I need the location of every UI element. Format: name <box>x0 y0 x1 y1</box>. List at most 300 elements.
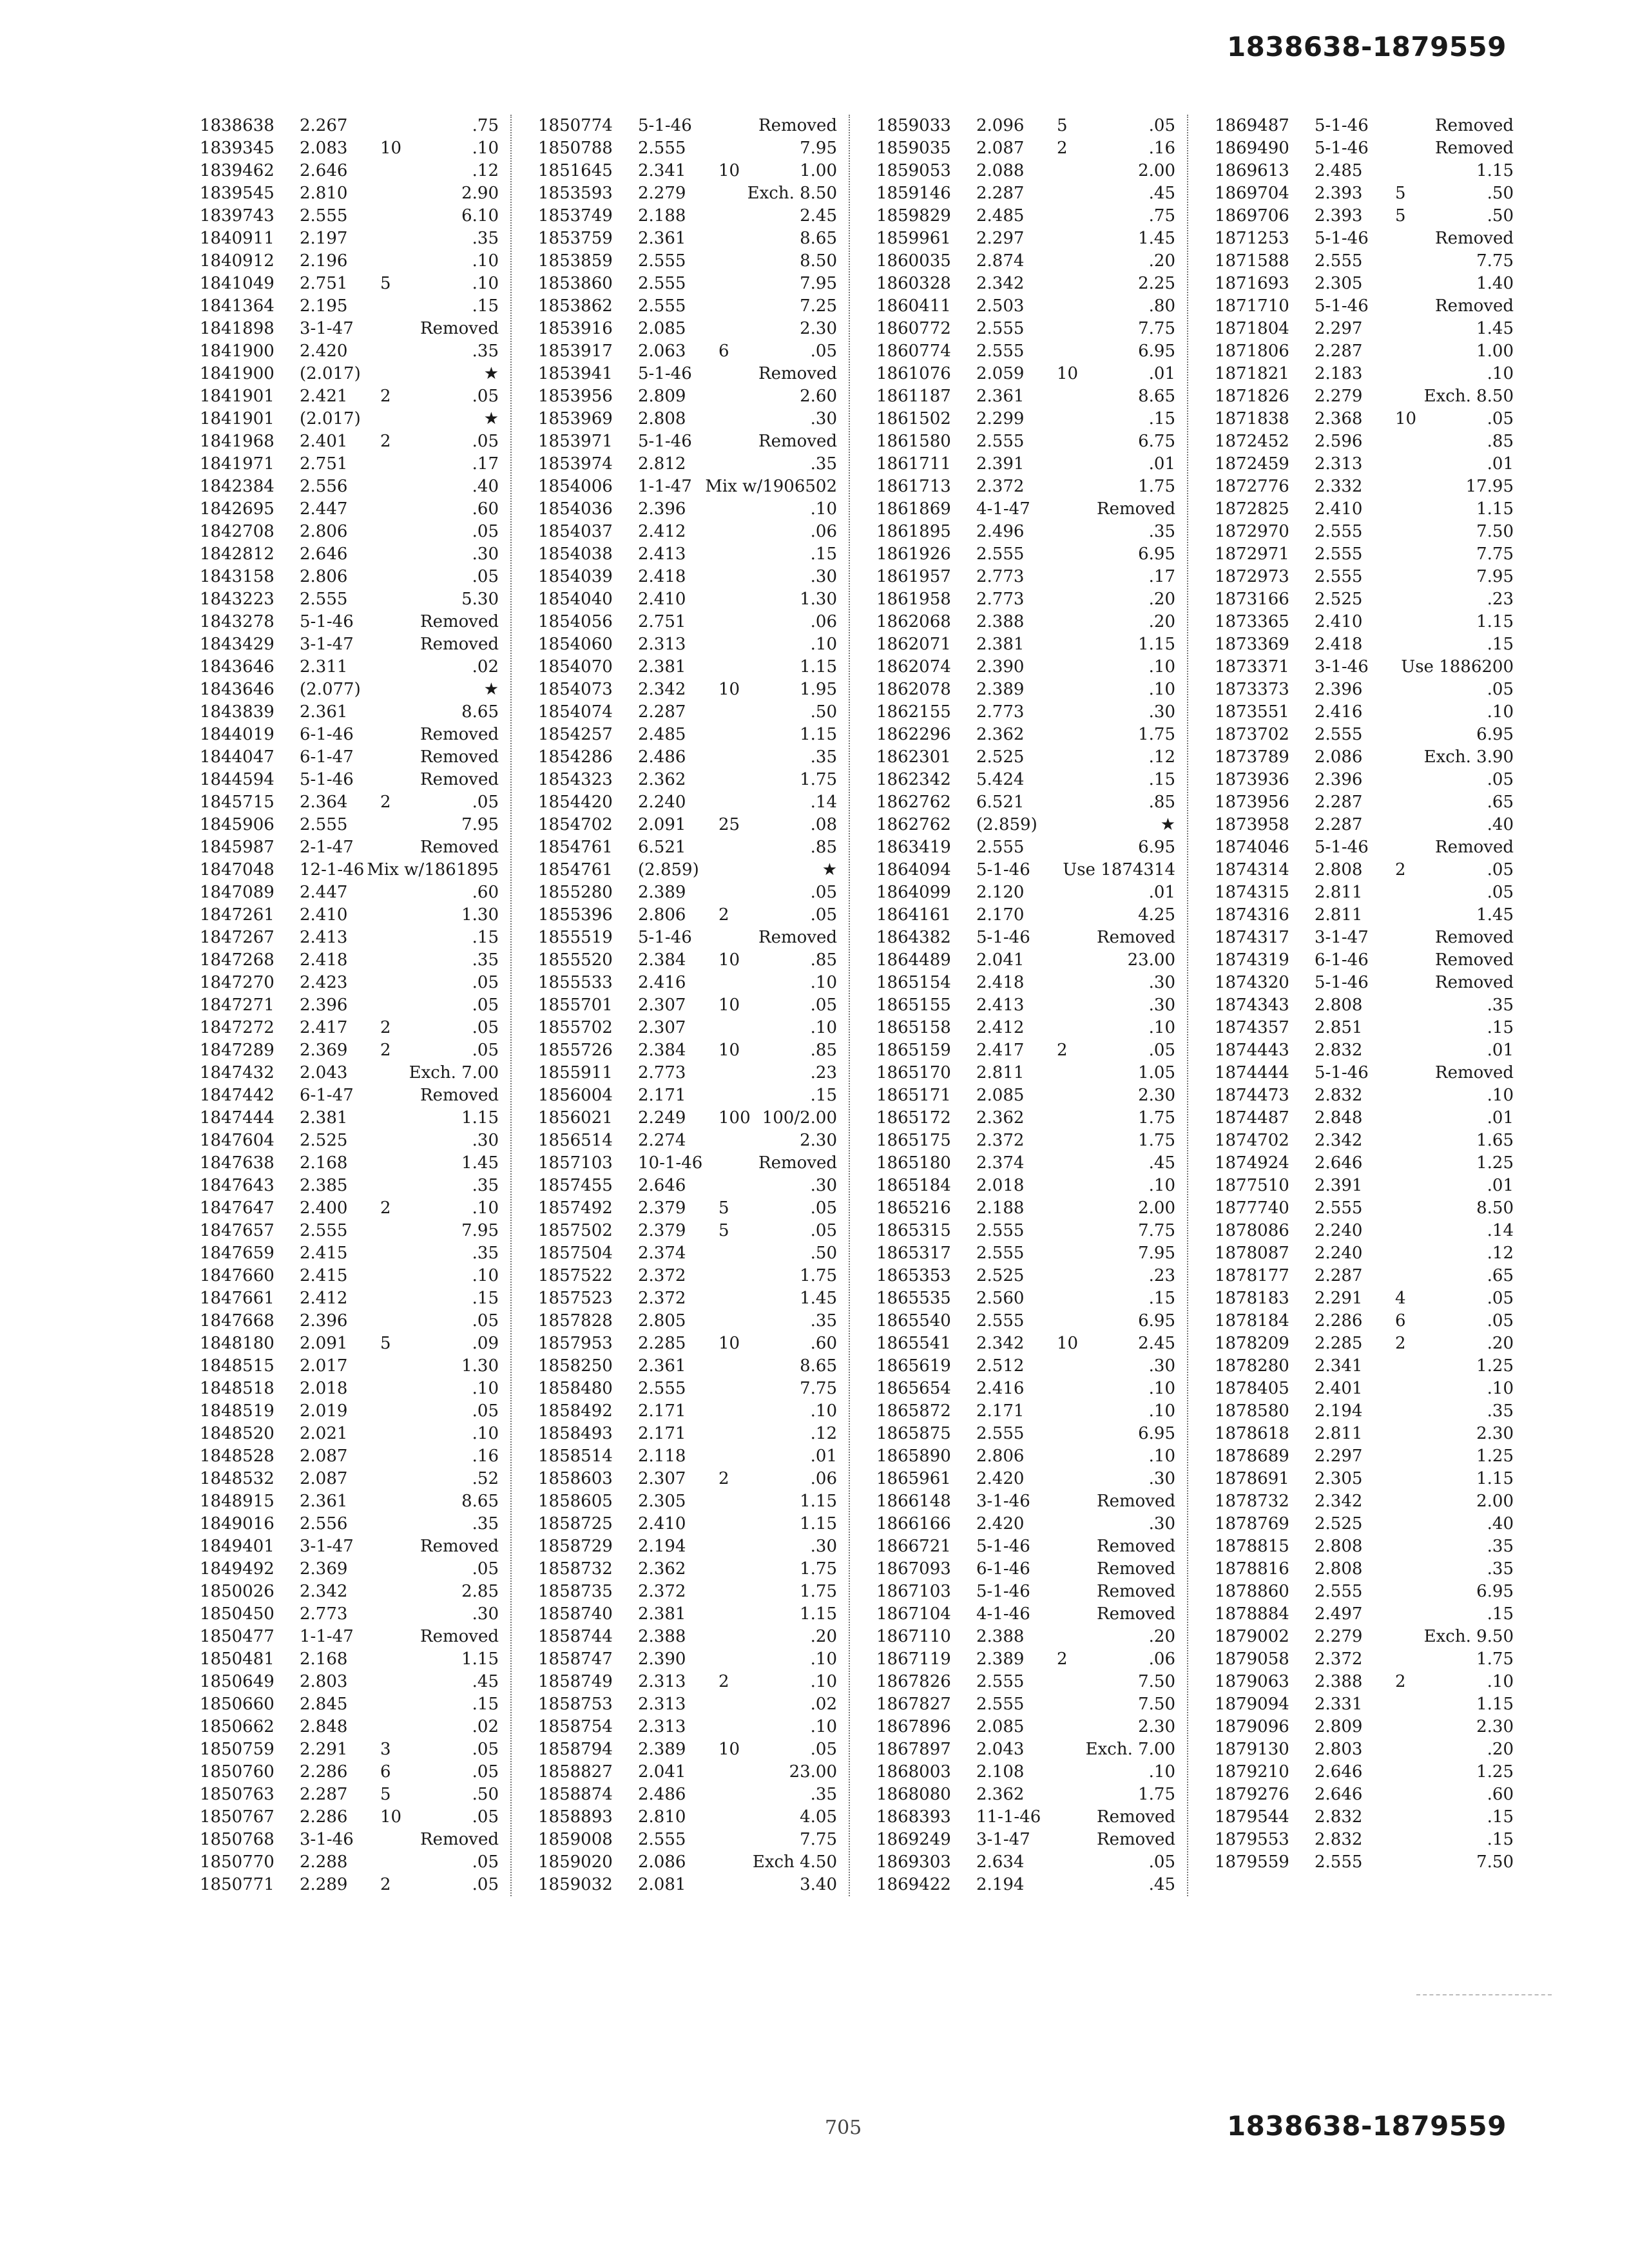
part-number: 1873166 <box>1215 590 1289 609</box>
size-or-date: 3-1-46 <box>300 1830 354 1849</box>
table-row <box>1215 814 1530 836</box>
price-or-status: .12 <box>1148 747 1175 767</box>
size-or-date: 2.634 <box>976 1852 1025 1872</box>
size-or-date: 2.401 <box>300 432 348 451</box>
table-row <box>200 859 516 881</box>
part-number: 1879553 <box>1215 1830 1289 1849</box>
price-or-status: .35 <box>472 1176 499 1195</box>
table-row <box>200 904 516 927</box>
table-row <box>1215 769 1530 791</box>
size-or-date: 2.413 <box>638 544 686 564</box>
table-row <box>1215 430 1530 453</box>
table-row <box>538 566 854 588</box>
list-column-4 <box>1215 115 1530 1874</box>
table-row <box>538 678 854 701</box>
size-or-date: 2.555 <box>638 251 686 271</box>
table-row <box>538 1400 854 1423</box>
table-row <box>538 1851 854 1874</box>
price-or-status: 6.95 <box>1138 1424 1175 1443</box>
size-or-date: 2.596 <box>1315 432 1363 451</box>
size-or-date: 2.086 <box>1315 747 1363 767</box>
table-row <box>876 881 1192 904</box>
table-row <box>200 137 516 160</box>
table-row <box>538 498 854 521</box>
table-row <box>200 1851 516 1874</box>
price-or-status: Removed <box>1097 928 1175 947</box>
price-or-status: .52 <box>472 1469 499 1488</box>
table-row <box>538 453 854 476</box>
size-or-date: 6-1-47 <box>300 747 354 767</box>
price-or-status: 1.75 <box>800 1582 837 1601</box>
price-or-status: 6.75 <box>1138 432 1175 451</box>
price-or-status: .14 <box>1487 1221 1514 1240</box>
size-or-date: 2.417 <box>976 1041 1025 1060</box>
part-number: 1868080 <box>876 1785 951 1804</box>
table-row <box>876 972 1192 994</box>
part-number: 1878732 <box>1215 1492 1289 1511</box>
table-row <box>876 1287 1192 1310</box>
price-or-status: 1.75 <box>1138 477 1175 496</box>
quantity: 10 <box>718 1041 740 1060</box>
part-number: 1850759 <box>200 1740 275 1759</box>
price-or-status: Exch. 7.00 <box>409 1063 499 1082</box>
table-row <box>538 1490 854 1513</box>
price-or-status: .35 <box>472 1244 499 1263</box>
table-row <box>200 1129 516 1152</box>
size-or-date: 2.808 <box>1315 1559 1363 1579</box>
quantity: 25 <box>718 815 740 834</box>
table-row <box>876 927 1192 949</box>
table-row <box>1215 1513 1530 1535</box>
price-or-status: 6.95 <box>1138 838 1175 857</box>
part-number: 1841900 <box>200 341 275 361</box>
size-or-date: 2.081 <box>638 1875 686 1894</box>
price-or-status: .15 <box>1487 635 1514 654</box>
table-row <box>538 1693 854 1716</box>
size-or-date: 2.400 <box>300 1198 348 1218</box>
table-row <box>200 385 516 408</box>
part-number: 1874343 <box>1215 995 1289 1015</box>
quantity: 2 <box>718 905 729 925</box>
part-number: 1848528 <box>200 1446 275 1466</box>
price-or-status: .30 <box>1148 1469 1175 1488</box>
price-or-status: Removed <box>758 1153 837 1173</box>
table-row <box>1215 746 1530 769</box>
size-or-date: 2.809 <box>1315 1717 1363 1736</box>
part-number: 1854038 <box>538 544 613 564</box>
size-or-date: 2.806 <box>638 905 686 925</box>
price-or-status: .10 <box>1487 364 1514 383</box>
price-or-status: .05 <box>472 1018 499 1037</box>
price-or-status: 4.05 <box>800 1807 837 1827</box>
size-or-date: 6.521 <box>976 793 1025 812</box>
size-or-date: 2.418 <box>1315 635 1363 654</box>
part-number: 1859961 <box>876 229 951 248</box>
table-row <box>1215 1761 1530 1783</box>
table-row <box>200 115 516 137</box>
size-or-date: 2.313 <box>638 1717 686 1736</box>
table-row <box>876 363 1192 385</box>
part-number: 1850026 <box>200 1582 275 1601</box>
size-or-date: 2.808 <box>1315 860 1363 879</box>
size-or-date: 2.171 <box>638 1086 686 1105</box>
size-or-date: 2.171 <box>976 1401 1025 1421</box>
size-or-date: 2.874 <box>976 251 1025 271</box>
size-or-date: 2.555 <box>1315 522 1363 541</box>
table-row <box>1215 1332 1530 1355</box>
price-or-status: .20 <box>1487 1740 1514 1759</box>
part-number: 1850763 <box>200 1785 275 1804</box>
table-row <box>538 1626 854 1648</box>
table-row <box>200 1603 516 1626</box>
part-number: 1865155 <box>876 995 951 1015</box>
size-or-date: 2.420 <box>976 1514 1025 1533</box>
part-number: 1878816 <box>1215 1559 1289 1579</box>
price-or-status: .15 <box>1148 770 1175 789</box>
table-row <box>1215 656 1530 678</box>
part-number: 1842384 <box>200 477 275 496</box>
part-number: 1855701 <box>538 995 613 1015</box>
part-number: 1844047 <box>200 747 275 767</box>
price-or-status: Removed <box>758 432 837 451</box>
part-number: 1871804 <box>1215 319 1289 338</box>
table-row <box>876 250 1192 273</box>
table-row <box>1215 1423 1530 1445</box>
part-number: 1853759 <box>538 229 613 248</box>
part-number: 1878689 <box>1215 1446 1289 1466</box>
price-or-status: Removed <box>1435 116 1514 135</box>
part-number: 1848520 <box>200 1424 275 1443</box>
table-row <box>538 1513 854 1535</box>
size-or-date: 2.525 <box>1315 590 1363 609</box>
size-or-date: 5-1-46 <box>300 770 354 789</box>
part-number: 1861076 <box>876 364 951 383</box>
table-row <box>876 408 1192 430</box>
part-number: 1839545 <box>200 184 275 203</box>
price-or-status: Removed <box>1097 1537 1175 1556</box>
table-row <box>1215 385 1530 408</box>
table-row <box>876 1693 1192 1716</box>
price-or-status: .15 <box>472 928 499 947</box>
price-or-status: 2.45 <box>1138 1334 1175 1353</box>
table-row <box>200 1468 516 1490</box>
part-number: 1843158 <box>200 567 275 586</box>
size-or-date: 2.381 <box>976 635 1025 654</box>
table-row <box>876 1558 1192 1581</box>
table-row <box>1215 1671 1530 1693</box>
part-number: 1867103 <box>876 1582 951 1601</box>
table-row <box>538 1310 854 1332</box>
part-number: 1869487 <box>1215 116 1289 135</box>
table-row <box>876 1423 1192 1445</box>
table-row <box>876 340 1192 363</box>
table-row <box>1215 160 1530 182</box>
price-or-status: .10 <box>1148 1446 1175 1466</box>
table-row <box>1215 949 1530 972</box>
page-range-footer: 1838638-1879559 <box>1226 2110 1507 2142</box>
part-number: 1845906 <box>200 815 275 834</box>
size-or-date: 2.418 <box>638 567 686 586</box>
table-row <box>538 340 854 363</box>
table-row <box>876 1513 1192 1535</box>
price-or-status: Removed <box>758 364 837 383</box>
table-row <box>1215 1626 1530 1648</box>
size-or-date: 2.416 <box>1315 702 1363 722</box>
price-or-status: ★ <box>483 409 499 428</box>
table-row <box>538 1738 854 1761</box>
size-or-date: 2.381 <box>638 657 686 677</box>
size-or-date: 3-1-47 <box>300 635 354 654</box>
part-number: 1858735 <box>538 1582 613 1601</box>
price-or-status: .30 <box>1148 1514 1175 1533</box>
size-or-date: 2.555 <box>976 319 1025 338</box>
price-or-status: 7.75 <box>1138 1221 1175 1240</box>
size-or-date: 2.171 <box>638 1401 686 1421</box>
part-number: 1853862 <box>538 296 613 316</box>
table-row <box>200 1513 516 1535</box>
table-row <box>200 1400 516 1423</box>
size-or-date: 2.086 <box>638 1852 686 1872</box>
part-number: 1861502 <box>876 409 951 428</box>
price-or-status: Exch 4.50 <box>752 1852 837 1872</box>
size-or-date: 2.555 <box>1315 251 1363 271</box>
size-or-date: 2.041 <box>638 1762 686 1782</box>
size-or-date: 2.342 <box>300 1582 348 1601</box>
price-or-status: .40 <box>472 477 499 496</box>
size-or-date: 2.120 <box>976 883 1025 902</box>
part-number: 1879276 <box>1215 1785 1289 1804</box>
quantity: 2 <box>380 1875 391 1894</box>
size-or-date: 2.832 <box>1315 1830 1363 1849</box>
part-number: 1851645 <box>538 161 613 180</box>
table-row <box>876 949 1192 972</box>
table-row <box>538 949 854 972</box>
table-row <box>876 1648 1192 1671</box>
quantity: 6 <box>718 341 729 361</box>
price-or-status: 1.45 <box>800 1289 837 1308</box>
part-number: 1842812 <box>200 544 275 564</box>
part-number: 1858514 <box>538 1446 613 1466</box>
price-or-status: .17 <box>472 454 499 474</box>
table-row <box>200 1062 516 1084</box>
part-number: 1867897 <box>876 1740 951 1759</box>
price-or-status: .30 <box>472 1131 499 1150</box>
table-row <box>1215 1175 1530 1197</box>
size-or-date: 2.811 <box>976 1063 1025 1082</box>
price-or-status: .10 <box>1148 1401 1175 1421</box>
price-or-status: Removed <box>1435 928 1514 947</box>
table-row <box>200 250 516 273</box>
price-or-status: 7.50 <box>1476 1852 1514 1872</box>
size-or-date: 2.381 <box>638 1604 686 1624</box>
size-or-date: 2.374 <box>976 1153 1025 1173</box>
part-number: 1844019 <box>200 725 275 744</box>
price-or-status: .05 <box>810 1198 837 1218</box>
price-or-status: .02 <box>810 1695 837 1714</box>
table-row <box>538 295 854 318</box>
part-number: 1850450 <box>200 1604 275 1624</box>
table-row <box>200 1761 516 1783</box>
price-or-status: 1.05 <box>1138 1063 1175 1082</box>
size-or-date: 2.341 <box>1315 1356 1363 1376</box>
size-or-date: 2.555 <box>976 838 1025 857</box>
size-or-date: 2.555 <box>976 432 1025 451</box>
part-number: 1865171 <box>876 1086 951 1105</box>
table-row <box>1215 340 1530 363</box>
table-row <box>200 949 516 972</box>
price-or-status: .02 <box>472 657 499 677</box>
table-row <box>200 1693 516 1716</box>
price-or-status: Removed <box>1435 838 1514 857</box>
price-or-status: .10 <box>810 499 837 519</box>
table-row <box>200 408 516 430</box>
size-or-date: 2.279 <box>1315 387 1363 406</box>
price-or-status: .01 <box>1487 1108 1514 1128</box>
size-or-date: 5-1-46 <box>1315 229 1369 248</box>
part-number: 1866148 <box>876 1492 951 1511</box>
size-or-date: 2.342 <box>976 1334 1025 1353</box>
table-row <box>1215 521 1530 543</box>
size-or-date: 3-1-47 <box>300 1537 354 1556</box>
part-number: 1857492 <box>538 1198 613 1218</box>
price-or-status: 1.00 <box>1476 341 1514 361</box>
size-or-date: 4-1-46 <box>976 1604 1030 1624</box>
price-or-status: Removed <box>420 770 499 789</box>
table-row <box>1215 881 1530 904</box>
table-row <box>876 1445 1192 1468</box>
table-row <box>876 1468 1192 1490</box>
size-or-date: 2.362 <box>638 770 686 789</box>
table-row <box>538 994 854 1017</box>
part-number: 1879130 <box>1215 1740 1289 1759</box>
table-row <box>200 1287 516 1310</box>
size-or-date: 6-1-47 <box>300 1086 354 1105</box>
size-or-date: 2.305 <box>638 1492 686 1511</box>
table-row <box>538 1107 854 1129</box>
part-number: 1873702 <box>1215 725 1289 744</box>
part-number: 1878815 <box>1215 1537 1289 1556</box>
price-or-status: 1.30 <box>461 905 499 925</box>
size-or-date: 5-1-46 <box>1315 139 1369 158</box>
part-number: 1857455 <box>538 1176 613 1195</box>
price-or-status: Removed <box>1435 229 1514 248</box>
size-or-date: 2.196 <box>300 251 348 271</box>
price-or-status: 1.75 <box>1138 1785 1175 1804</box>
table-row <box>1215 453 1530 476</box>
quantity: 10 <box>718 950 740 970</box>
size-or-date: 2.773 <box>976 702 1025 722</box>
part-number: 1862301 <box>876 747 951 767</box>
size-or-date: 2.808 <box>1315 995 1363 1015</box>
size-or-date: 2.188 <box>638 206 686 226</box>
size-or-date: 5-1-46 <box>976 928 1030 947</box>
size-or-date: 2.287 <box>638 702 686 722</box>
price-or-status: .10 <box>472 1424 499 1443</box>
price-or-status: 2.90 <box>461 184 499 203</box>
part-number: 1858725 <box>538 1514 613 1533</box>
part-number: 1847289 <box>200 1041 275 1060</box>
size-or-date: 2.297 <box>976 229 1025 248</box>
table-row <box>538 791 854 814</box>
size-or-date: 2.420 <box>976 1469 1025 1488</box>
size-or-date: 2.286 <box>300 1807 348 1827</box>
table-row <box>538 1806 854 1829</box>
part-number: 1850770 <box>200 1852 275 1872</box>
table-row <box>1215 1490 1530 1513</box>
table-row <box>876 318 1192 340</box>
part-number: 1874320 <box>1215 973 1289 992</box>
table-row <box>1215 250 1530 273</box>
table-row <box>200 1626 516 1648</box>
size-or-date: 2.043 <box>300 1063 348 1082</box>
price-or-status: .10 <box>810 1672 837 1691</box>
part-number: 1854702 <box>538 815 613 834</box>
quantity: 10 <box>718 680 740 699</box>
table-row <box>200 1806 516 1829</box>
price-or-status: Removed <box>1435 973 1514 992</box>
table-row <box>200 994 516 1017</box>
part-number: 1854036 <box>538 499 613 519</box>
price-or-status: 17.95 <box>1465 477 1514 496</box>
table-row <box>200 769 516 791</box>
table-row <box>876 453 1192 476</box>
table-row <box>200 205 516 227</box>
table-row <box>538 836 854 859</box>
table-row <box>876 1829 1192 1851</box>
table-row <box>538 1175 854 1197</box>
size-or-date: (2.017) <box>300 364 361 383</box>
price-or-status: .15 <box>1487 1018 1514 1037</box>
price-or-status: 1.75 <box>1138 1131 1175 1150</box>
part-number: 1865159 <box>876 1041 951 1060</box>
price-or-status: 1.75 <box>1138 725 1175 744</box>
part-number: 1862078 <box>876 680 951 699</box>
table-row <box>876 791 1192 814</box>
price-or-status: 2.30 <box>1138 1086 1175 1105</box>
part-number: 1867896 <box>876 1717 951 1736</box>
table-row <box>200 160 516 182</box>
part-number: 1857953 <box>538 1334 613 1353</box>
price-or-status: .35 <box>472 1514 499 1533</box>
price-or-status: Removed <box>1097 1492 1175 1511</box>
part-number: 1857502 <box>538 1221 613 1240</box>
part-number: 1866721 <box>876 1537 951 1556</box>
size-or-date: 2.372 <box>976 1131 1025 1150</box>
quantity: 10 <box>718 161 740 180</box>
table-row <box>200 972 516 994</box>
part-number: 1873956 <box>1215 793 1289 812</box>
price-or-status: .05 <box>472 1807 499 1827</box>
size-or-date: 2.555 <box>638 139 686 158</box>
part-number: 1872971 <box>1215 544 1289 564</box>
price-or-status: .16 <box>1148 139 1175 158</box>
part-number: 1847660 <box>200 1266 275 1285</box>
part-number: 1878209 <box>1215 1334 1289 1353</box>
size-or-date: 2.555 <box>976 1424 1025 1443</box>
size-or-date: 2.555 <box>638 274 686 293</box>
part-number: 1879058 <box>1215 1649 1289 1669</box>
table-row <box>876 1783 1192 1806</box>
table-row <box>200 1152 516 1175</box>
part-number: 1859146 <box>876 184 951 203</box>
size-or-date: 2.372 <box>1315 1649 1363 1669</box>
size-or-date: 2.808 <box>638 409 686 428</box>
price-or-status: .35 <box>472 341 499 361</box>
part-number: 1862068 <box>876 612 951 631</box>
part-number: 1848915 <box>200 1492 275 1511</box>
table-row <box>1215 137 1530 160</box>
size-or-date: 5-1-46 <box>976 1537 1030 1556</box>
